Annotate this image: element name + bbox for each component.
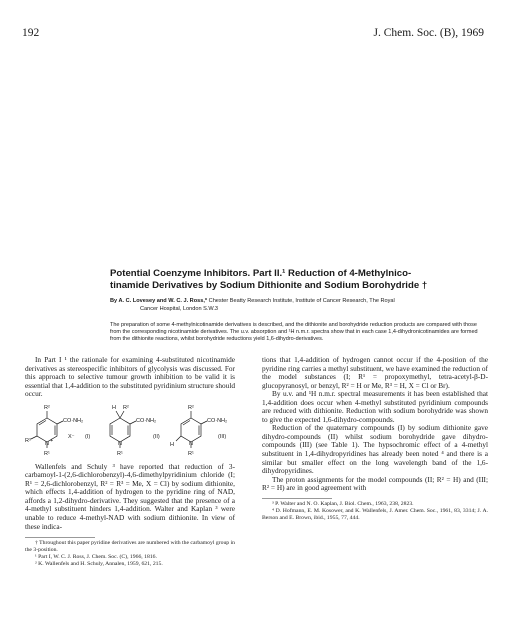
title-line-1: Potential Coenzyme Inhibitors. Part II.¹ Reduction of 4-Methylnico- (110, 268, 412, 279)
left-footnotes (25, 540, 235, 568)
journal-citation: J. Chem. Soc. (B), 1969 (373, 27, 484, 39)
wallenfels-paragraph: Wallenfels and Schuly ³ have reported that reduction of 3-carbamoyl-1-(2,6-dichlorobenzyl)-4,6-dimethylpyridinium chloride (I; R¹ = 2,6-dichlorobenzyl, R² = R³ = Me, X = Cl) by sodium dithionite, which effects 1,4-addition of hydrogen to the pyridine ring of NAD, affords a 1,2-dihydro-derivative. They suggested that the presence of a 4-methyl substituent hinders 1,4-addition. Walter and Kaplan ³ were unable to reduce 4-methyl-NAD with sodium dithionite. In view of these indica- (25, 461, 235, 531)
s3-r2: R² (188, 404, 194, 411)
spectral-paragraph: By u.v. and ¹H n.m.r. spectral measurements it has been established that 1,4-addition does occur when 4-methyl substituted pyridinium compounds are reduced with dithionite. Reduction with sodium borohydride was shown to give the expected 1,6-dihydro-compounds. (262, 389, 488, 424)
s1-r1: R¹ (44, 450, 50, 457)
footnote-rule (25, 537, 95, 538)
s1-amide: CO·NH₂ (63, 417, 84, 424)
footnote-rule-right (262, 498, 332, 499)
footnote-dagger: † Throughout this paper pyridine derivatives are numbered with the carbamoyl group in the 3-position. (25, 540, 235, 554)
s3-n: N (189, 440, 193, 447)
reduction-paragraph: Reduction of the quaternary compounds (I) by sodium dithionite gave dihydro-compounds (II) whilst sodium borohydride gave dihydro-compounds (III) (see Table 1). The hypsochromic effect of a 4-methyl substituent in 1,4-dihydropyridines has already been noted ⁴ and there is a similar but smaller effect on the long wavelength band of the 1,6-dihydropyridines. (262, 423, 488, 476)
continuation-paragraph: tions that 1,4-addition of hydrogen cannot occur if the 4-position of the pyridine ring carries a methyl substituent, we have examined the reduction of the model substances (I; R¹ = propoxymethyl, tetra-acetyl-β-D-glucopyranosyl, or benzyl, R² = H or Me, R³ = H, X = Cl or Br). (262, 355, 488, 390)
intro-paragraph: In Part I ¹ the rationale for examining 4-substituted nicotinamide derivatives as stereospecific inhibitors of glycolysis was discussed. For this approach to selective tumour growth inhibition to be valid it is essential that 1,4-addition to the substituted pyridinium structure should occur. (25, 355, 235, 399)
right-footnotes (262, 501, 488, 522)
footnote-4: ⁴ D. Hofmann, E. M. Kosower, and K. Wallenfels, J. Amer. Chem. Soc., 1961, 83, 3314; J. A. Berson and E. Brown, ibid., 1955, 77, 444. (262, 507, 488, 521)
s2-amide: CO·NH₂ (136, 417, 157, 424)
page-number: 192 (22, 27, 40, 39)
left-column (25, 356, 235, 568)
s3-r1: R¹ (188, 450, 194, 457)
s2-r2: R² (123, 404, 129, 411)
footnote-3: ³ P. Walter and N. O. Kaplan, J. Biol. Chem., 1963, 238, 2823. (272, 500, 414, 507)
pyridinium-ring-1 (37, 418, 57, 442)
title-line-2: tinamide Derivatives by Sodium Dithionite and Sodium Borohydride † (110, 280, 428, 291)
chemical-structures (25, 402, 235, 460)
s2-r1: R¹ (117, 450, 123, 457)
s1-r2: R² (44, 404, 50, 411)
structure-drawings (25, 402, 235, 460)
proton-paragraph: The proton assignments for the model compounds (II; R² = H) and (III; R² = H) are in good agreement with (262, 474, 488, 493)
s2-label: (II) (153, 433, 160, 440)
footnote-1: ¹ Part I, W. C. J. Ross, J. Chem. Soc. (C), 1966, 1816. (35, 554, 157, 561)
s1-label: (I) (85, 433, 91, 440)
s2-h: H (112, 404, 116, 411)
s1-n: N (45, 440, 49, 447)
s1-plus: + (50, 437, 54, 444)
s3-h: H (170, 441, 174, 448)
s1-r3: R³ (25, 437, 31, 444)
affiliation-line-2: Cancer Hospital, London S.W.3 (140, 306, 219, 312)
s1-anion: X⁻ (68, 433, 75, 440)
dihydropyridine-ring-2 (110, 418, 130, 442)
abstract: The preparation of some 4-methylnicotinamide derivatives is described, and the dithionite and borohydride reduction products are compared with those from the corresponding nicotinamide derivatives. The u.v. absorption and ¹H n.m.r. spectra show that in each case 1,4-dihydronicotinamides are formed from the dithionite reactions, whilst borohydride reductions yield 1,6-dihydro-derivatives. (110, 322, 478, 343)
author-names: By A. C. Lovesey and W. C. J. Ross,* (110, 298, 208, 304)
s2-n: N (118, 440, 122, 447)
author-affiliation (110, 297, 490, 313)
dihydropyridine-ring-3 (181, 418, 201, 442)
article-title (110, 268, 490, 292)
affiliation-line-1: Chester Beatty Research Institute, Institute of Cancer Research, The Royal (207, 298, 395, 304)
s3-amide: CO·NH₂ (207, 417, 228, 424)
right-column (262, 356, 488, 522)
s3-label: (III) (218, 433, 227, 440)
footnote-2: ² K. Wallenfels and H. Schuly, Annalen, 1959, 621, 215. (35, 561, 163, 568)
